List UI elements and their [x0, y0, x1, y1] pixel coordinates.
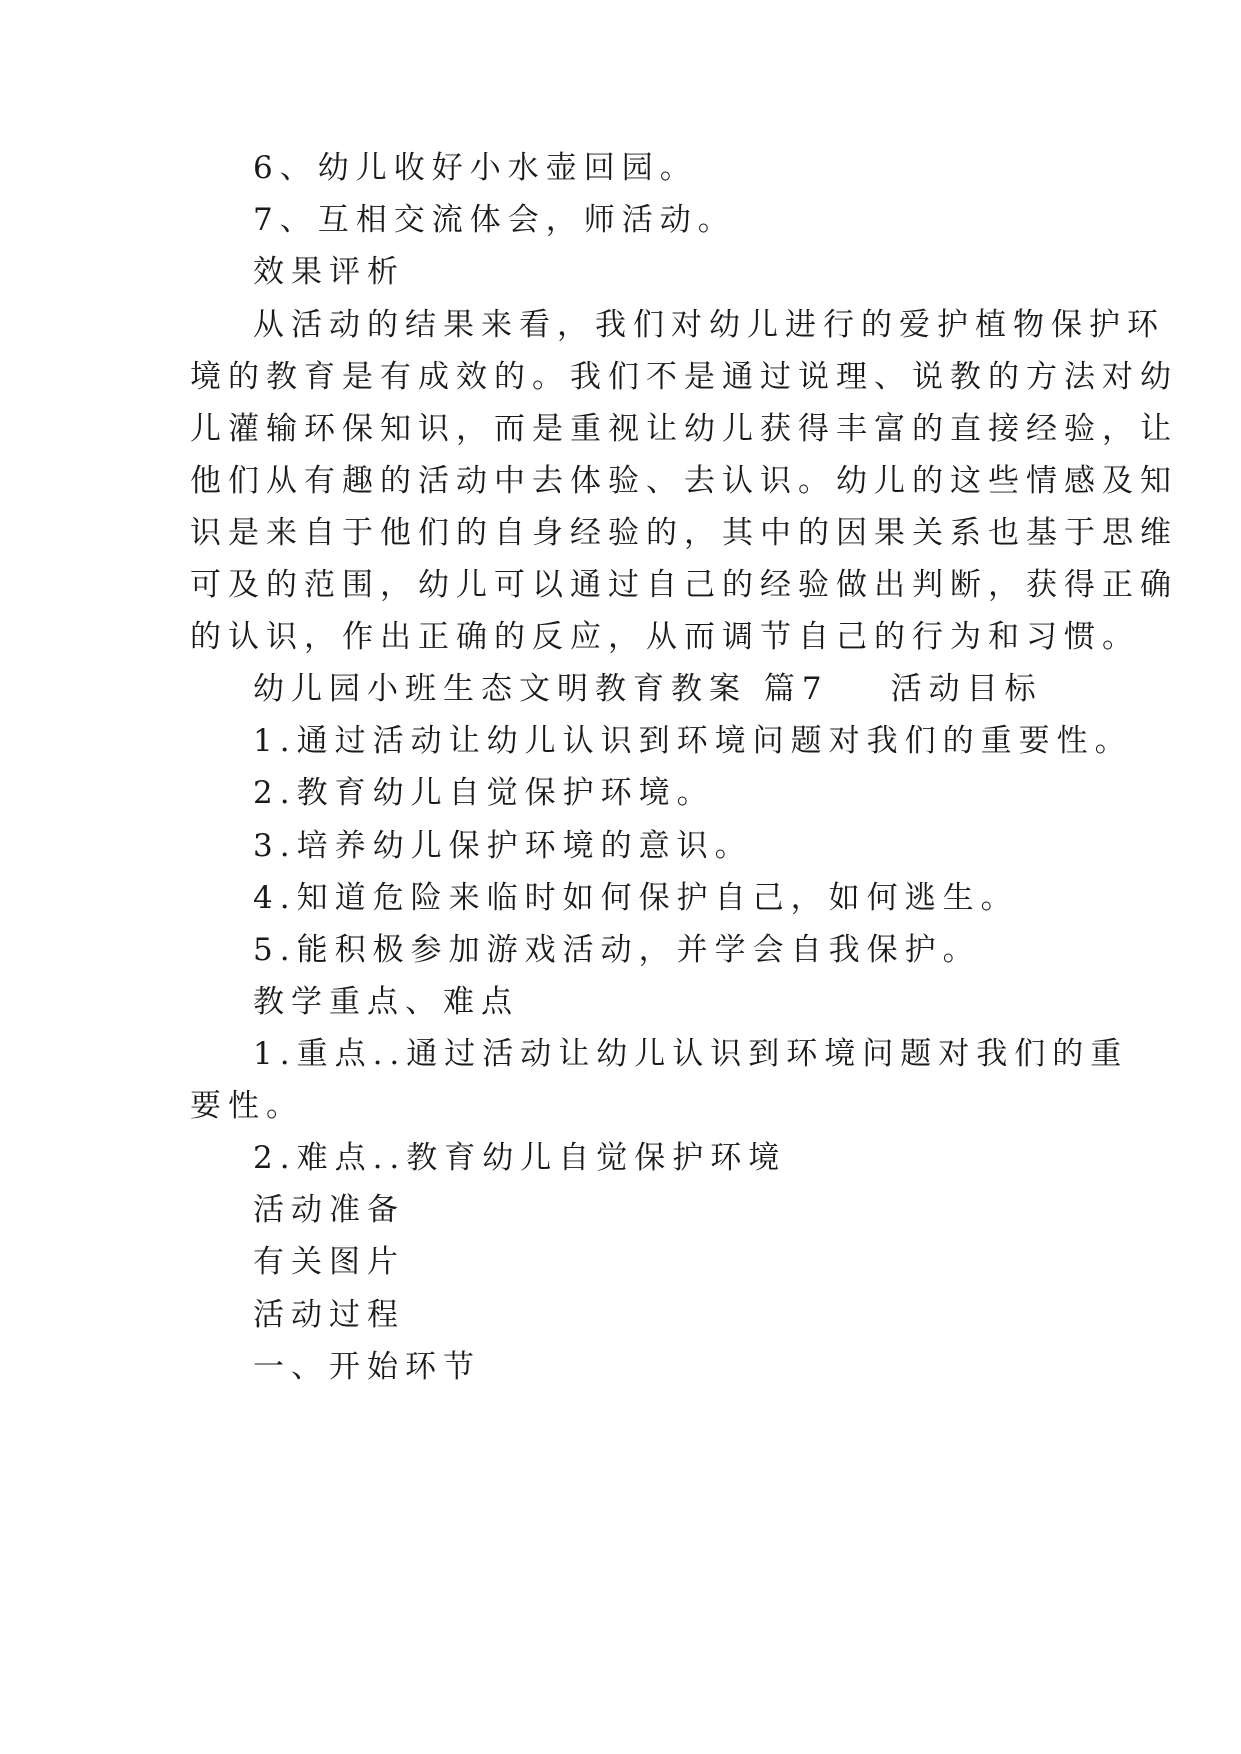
prep-heading: 活动准备	[253, 1192, 405, 1228]
evaluation-line-1: 从活动的结果来看，我们对幼儿进行的爱护植物保护环	[253, 307, 1165, 343]
key-point-1-line-1: 1.重点..通过活动让幼儿认识到环境问题对我们的重	[253, 1036, 1129, 1072]
lesson-title-row	[253, 669, 1133, 709]
goal-3: 3.培养幼儿保护环境的意识。	[253, 828, 753, 864]
evaluation-line-2: 境的教育是有成效的。我们不是通过说理、说教的方法对幼	[190, 359, 1178, 395]
evaluation-line-6: 可及的范围，幼儿可以通过自己的经验做出判断，获得正确	[190, 567, 1178, 603]
goal-4: 4.知道危险来临时如何保护自己，如何逃生。	[253, 880, 1019, 916]
process-heading: 活动过程	[253, 1297, 405, 1333]
goal-1: 1.通过活动让幼儿认识到环境问题对我们的重要性。	[253, 723, 1133, 759]
key-point-1-line-2: 要性。	[190, 1088, 304, 1124]
evaluation-line-7: 的认识，作出正确的反应，从而调节自己的行为和习惯。	[190, 619, 1140, 655]
goal-2: 2.教育幼儿自觉保护环境。	[253, 775, 715, 811]
key-point-2: 2.难点..教育幼儿自觉保护环境	[253, 1140, 787, 1176]
lesson-title: 幼儿园小班生态文明教育教案 篇7	[253, 671, 829, 707]
evaluation-line-4: 他们从有趣的活动中去体验、去认识。幼儿的这些情感及知	[190, 463, 1178, 499]
prep-item: 有关图片	[253, 1244, 405, 1280]
key-points-heading: 教学重点、难点	[253, 984, 519, 1020]
step-6: 6、幼儿收好小水壶回园。	[253, 150, 698, 186]
evaluation-heading: 效果评析	[253, 254, 405, 290]
process-step-1: 一、开始环节	[253, 1349, 481, 1385]
evaluation-line-3: 儿灌输环保知识，而是重视让幼儿获得丰富的直接经验，让	[190, 411, 1178, 447]
evaluation-line-5: 识是来自于他们的自身经验的，其中的因果关系也基于思维	[190, 515, 1178, 551]
goal-5: 5.能积极参加游戏活动，并学会自我保护。	[253, 932, 981, 968]
step-7: 7、互相交流体会，师活动。	[253, 202, 736, 238]
goals-heading: 活动目标	[890, 671, 1043, 707]
